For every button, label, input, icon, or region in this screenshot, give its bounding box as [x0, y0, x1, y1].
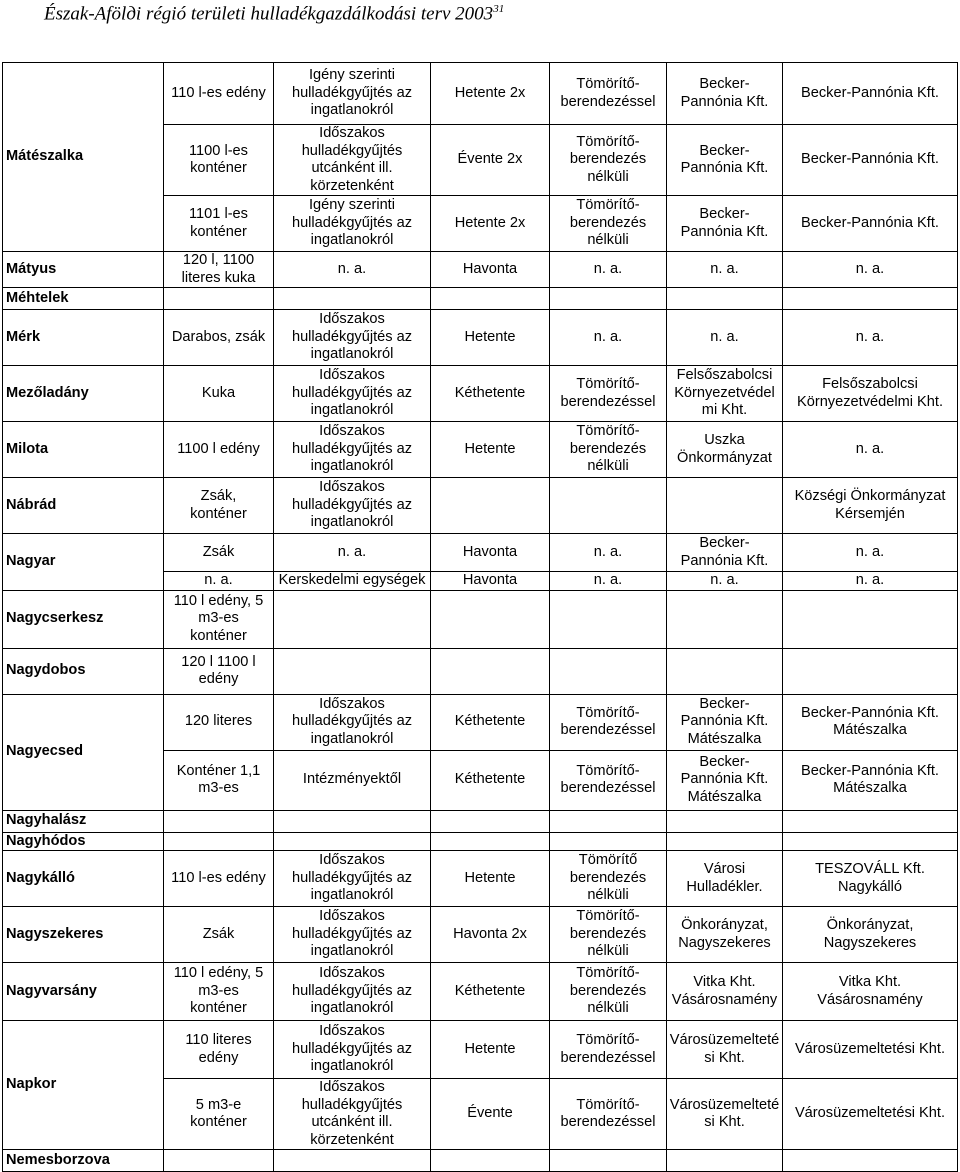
title-text: Észak-Afölдi régió területi hulladékgazdálkodási terv 2003	[44, 3, 494, 25]
municipality-cell: Napkor	[3, 1021, 164, 1150]
municipality-cell: Nagyecsed	[3, 694, 164, 810]
table-row	[3, 63, 958, 125]
municipality-cell: Nagyszekeres	[3, 907, 164, 963]
frequency-cell: Havonta	[431, 534, 550, 572]
operator-cell	[783, 832, 958, 851]
container-cell: 110 l-es edény	[164, 63, 274, 125]
container-cell: Konténer 1,1 m3-es	[164, 750, 274, 810]
compactor-cell: Tömörítő- berendezéssel	[550, 366, 667, 422]
table-row	[3, 478, 958, 534]
frequency-cell: Kéthetente	[431, 750, 550, 810]
collector-cell	[667, 832, 783, 851]
compactor-cell	[550, 590, 667, 648]
frequency-cell: Kéthetente	[431, 366, 550, 422]
operator-cell: n. a.	[783, 422, 958, 478]
method-cell: Időszakos hulladékgyűjtés az ingatlanokról	[274, 963, 431, 1021]
operator-cell: Becker-Pannónia Kft.	[783, 196, 958, 252]
frequency-cell: Havonta	[431, 252, 550, 288]
collector-cell: Becker- Pannónia Kft. Mátészalka	[667, 750, 783, 810]
operator-cell: Becker-Pannónia Kft.	[783, 63, 958, 125]
frequency-cell: Kéthetente	[431, 694, 550, 750]
collector-cell: Becker- Pannónia Kft.	[667, 196, 783, 252]
table-row	[3, 851, 958, 907]
operator-cell	[783, 810, 958, 832]
method-cell	[274, 832, 431, 851]
collector-cell	[667, 590, 783, 648]
operator-cell: Önkorányzat, Nagyszekeres	[783, 907, 958, 963]
method-cell: Időszakos hulladékgyűjtés utcánként ill. körzetenként	[274, 1079, 431, 1150]
municipality-cell: Milota	[3, 422, 164, 478]
operator-cell: n. a.	[783, 310, 958, 366]
operator-cell	[783, 590, 958, 648]
collector-cell: Városüzemelteté si Kht.	[667, 1079, 783, 1150]
frequency-cell: Hetente 2x	[431, 63, 550, 125]
municipality-cell: Nagydobos	[3, 648, 164, 694]
method-cell: Igény szerinti hulladékgyűjtés az ingatlanokról	[274, 63, 431, 125]
frequency-cell	[431, 648, 550, 694]
table-row	[3, 694, 958, 750]
operator-cell: Városüzemeltetési Kht.	[783, 1021, 958, 1079]
frequency-cell	[431, 810, 550, 832]
container-cell: Zsák, konténer	[164, 478, 274, 534]
collector-cell: Önkorányzat, Nagyszekeres	[667, 907, 783, 963]
container-cell	[164, 810, 274, 832]
compactor-cell	[550, 648, 667, 694]
collector-cell: Becker- Pannónia Kft.	[667, 125, 783, 196]
method-cell: Időszakos hulladékgyűjtés az ingatlanokról	[274, 851, 431, 907]
frequency-cell	[431, 832, 550, 851]
method-cell: Időszakos hulladékgyűjtés az ingatlanokról	[274, 478, 431, 534]
compactor-cell: Tömörítő- berendezés nélküli	[550, 196, 667, 252]
compactor-cell	[550, 832, 667, 851]
method-cell: n. a.	[274, 252, 431, 288]
method-cell: Kerskedelmi egységek	[274, 572, 431, 591]
method-cell: n. a.	[274, 534, 431, 572]
operator-cell	[783, 1150, 958, 1172]
collector-cell: Városüzemelteté si Kht.	[667, 1021, 783, 1079]
table-row	[3, 366, 958, 422]
container-cell: 110 l-es edény	[164, 851, 274, 907]
operator-cell: Felsőszabolcsi Környezetvédelmi Kht.	[783, 366, 958, 422]
municipality-cell: Nagycserkesz	[3, 590, 164, 648]
table-row	[3, 648, 958, 694]
operator-cell: Vitka Kht. Vásárosnamény	[783, 963, 958, 1021]
container-cell: 110 literes edény	[164, 1021, 274, 1079]
collector-cell: n. a.	[667, 252, 783, 288]
municipality-cell: Nagykálló	[3, 851, 164, 907]
compactor-cell: n. a.	[550, 534, 667, 572]
table-row	[3, 590, 958, 648]
municipality-cell: Nagyhódos	[3, 832, 164, 851]
method-cell	[274, 1150, 431, 1172]
compactor-cell: Tömörítő- berendezéssel	[550, 1021, 667, 1079]
method-cell: Időszakos hulladékgyűjtés az ingatlanokról	[274, 366, 431, 422]
method-cell	[274, 810, 431, 832]
container-cell: Zsák	[164, 907, 274, 963]
compactor-cell	[550, 288, 667, 310]
compactor-cell: Tömörítő- berendezéssel	[550, 1079, 667, 1150]
table-body	[3, 63, 958, 1172]
container-cell: 5 m3-e konténer	[164, 1079, 274, 1150]
collector-cell	[667, 478, 783, 534]
operator-cell: Községi Önkormányzat Kérsemjén	[783, 478, 958, 534]
municipality-cell: Mátyus	[3, 252, 164, 288]
compactor-cell	[550, 478, 667, 534]
frequency-cell	[431, 1150, 550, 1172]
method-cell: Időszakos hulladékgyűjtés utcánként ill. körzetenként	[274, 125, 431, 196]
compactor-cell: n. a.	[550, 252, 667, 288]
table-row	[3, 252, 958, 288]
table-row	[3, 907, 958, 963]
container-cell: n. a.	[164, 572, 274, 591]
collector-cell	[667, 1150, 783, 1172]
frequency-cell: Évente	[431, 1079, 550, 1150]
compactor-cell: n. a.	[550, 572, 667, 591]
frequency-cell: Hetente	[431, 310, 550, 366]
compactor-cell: Tömörítő- berendezéssel	[550, 694, 667, 750]
collector-cell: Becker- Pannónia Kft.	[667, 534, 783, 572]
frequency-cell: Hetente	[431, 851, 550, 907]
compactor-cell	[550, 810, 667, 832]
municipality-cell: Nagyvarsány	[3, 963, 164, 1021]
waste-collection-table	[2, 62, 958, 1172]
container-cell: 1100 l-es konténer	[164, 125, 274, 196]
collector-cell: Becker- Pannónia Kft. Mátészalka	[667, 694, 783, 750]
compactor-cell: n. a.	[550, 310, 667, 366]
container-cell: 110 l edény, 5 m3-es konténer	[164, 590, 274, 648]
compactor-cell: Tömörítő- berendezés nélküli	[550, 907, 667, 963]
collector-cell	[667, 648, 783, 694]
operator-cell: n. a.	[783, 252, 958, 288]
municipality-cell: Mezőladány	[3, 366, 164, 422]
operator-cell: Becker-Pannónia Kft. Mátészalka	[783, 750, 958, 810]
container-cell: Darabos, zsák	[164, 310, 274, 366]
municipality-cell: Mátészalka	[3, 63, 164, 252]
page-title	[44, 3, 504, 25]
table-row	[3, 832, 958, 851]
container-cell	[164, 832, 274, 851]
container-cell: 120 literes	[164, 694, 274, 750]
method-cell: Igény szerinti hulladékgyűjtés az ingatlanokról	[274, 196, 431, 252]
collector-cell: Városi Hulladékler.	[667, 851, 783, 907]
method-cell: Időszakos hulladékgyűjtés az ingatlanokról	[274, 907, 431, 963]
frequency-cell: Hetente	[431, 1021, 550, 1079]
municipality-cell: Nagyar	[3, 534, 164, 591]
operator-cell: n. a.	[783, 572, 958, 591]
frequency-cell: Hetente	[431, 422, 550, 478]
operator-cell	[783, 288, 958, 310]
frequency-cell	[431, 590, 550, 648]
collector-cell: n. a.	[667, 572, 783, 591]
frequency-cell: Havonta 2x	[431, 907, 550, 963]
operator-cell: Becker-Pannónia Kft.	[783, 125, 958, 196]
municipality-cell: Nemesborzova	[3, 1150, 164, 1172]
compactor-cell: Tömörítő berendezés nélküli	[550, 851, 667, 907]
table-row	[3, 1021, 958, 1079]
frequency-cell: Kéthetente	[431, 963, 550, 1021]
method-cell: Időszakos hulladékgyűjtés az ingatlanokról	[274, 1021, 431, 1079]
frequency-cell: Havonta	[431, 572, 550, 591]
compactor-cell: Tömörítő- berendezés nélküli	[550, 422, 667, 478]
method-cell: Időszakos hulladékgyűjtés az ingatlanokról	[274, 310, 431, 366]
operator-cell: Becker-Pannónia Kft. Mátészalka	[783, 694, 958, 750]
operator-cell	[783, 648, 958, 694]
collector-cell: Vitka Kht. Vásárosnamény	[667, 963, 783, 1021]
frequency-cell: Hetente 2x	[431, 196, 550, 252]
compactor-cell: Tömörítő- berendezéssel	[550, 750, 667, 810]
page-number: 31	[493, 3, 505, 15]
container-cell: 1100 l edény	[164, 422, 274, 478]
frequency-cell: Évente 2x	[431, 125, 550, 196]
container-cell: Kuka	[164, 366, 274, 422]
collector-cell: Uszka Önkormányzat	[667, 422, 783, 478]
table-row	[3, 1150, 958, 1172]
frequency-cell	[431, 288, 550, 310]
municipality-cell: Nagyhalász	[3, 810, 164, 832]
frequency-cell	[431, 478, 550, 534]
operator-cell: n. a.	[783, 534, 958, 572]
compactor-cell: Tömörítő- berendezés nélküli	[550, 963, 667, 1021]
container-cell: 120 l 1100 l edény	[164, 648, 274, 694]
container-cell	[164, 288, 274, 310]
method-cell	[274, 288, 431, 310]
collector-cell: Becker- Pannónia Kft.	[667, 63, 783, 125]
method-cell: Intézményektől	[274, 750, 431, 810]
collector-cell	[667, 810, 783, 832]
container-cell	[164, 1150, 274, 1172]
method-cell: Időszakos hulladékgyűjtés az ingatlanokról	[274, 422, 431, 478]
collector-cell: Felsőszabolcsi Környezetvédel mi Kht.	[667, 366, 783, 422]
collector-cell	[667, 288, 783, 310]
table-row	[3, 963, 958, 1021]
method-cell: Időszakos hulladékgyűjtés az ingatlanokról	[274, 694, 431, 750]
table-row	[3, 422, 958, 478]
compactor-cell: Tömörítő- berendezés nélküli	[550, 125, 667, 196]
operator-cell: TESZOVÁLL Kft. Nagykálló	[783, 851, 958, 907]
container-cell: 120 l, 1100 literes kuka	[164, 252, 274, 288]
operator-cell: Városüzemeltetési Kht.	[783, 1079, 958, 1150]
container-cell: 1101 l-es konténer	[164, 196, 274, 252]
compactor-cell: Tömörítő- berendezéssel	[550, 63, 667, 125]
collector-cell: n. a.	[667, 310, 783, 366]
table-row	[3, 288, 958, 310]
container-cell: Zsák	[164, 534, 274, 572]
table-row	[3, 810, 958, 832]
method-cell	[274, 590, 431, 648]
table-row	[3, 310, 958, 366]
compactor-cell	[550, 1150, 667, 1172]
municipality-cell: Mérk	[3, 310, 164, 366]
method-cell	[274, 648, 431, 694]
municipality-cell: Nábrád	[3, 478, 164, 534]
table-row	[3, 534, 958, 572]
municipality-cell: Méhtelek	[3, 288, 164, 310]
container-cell: 110 l edény, 5 m3-es konténer	[164, 963, 274, 1021]
